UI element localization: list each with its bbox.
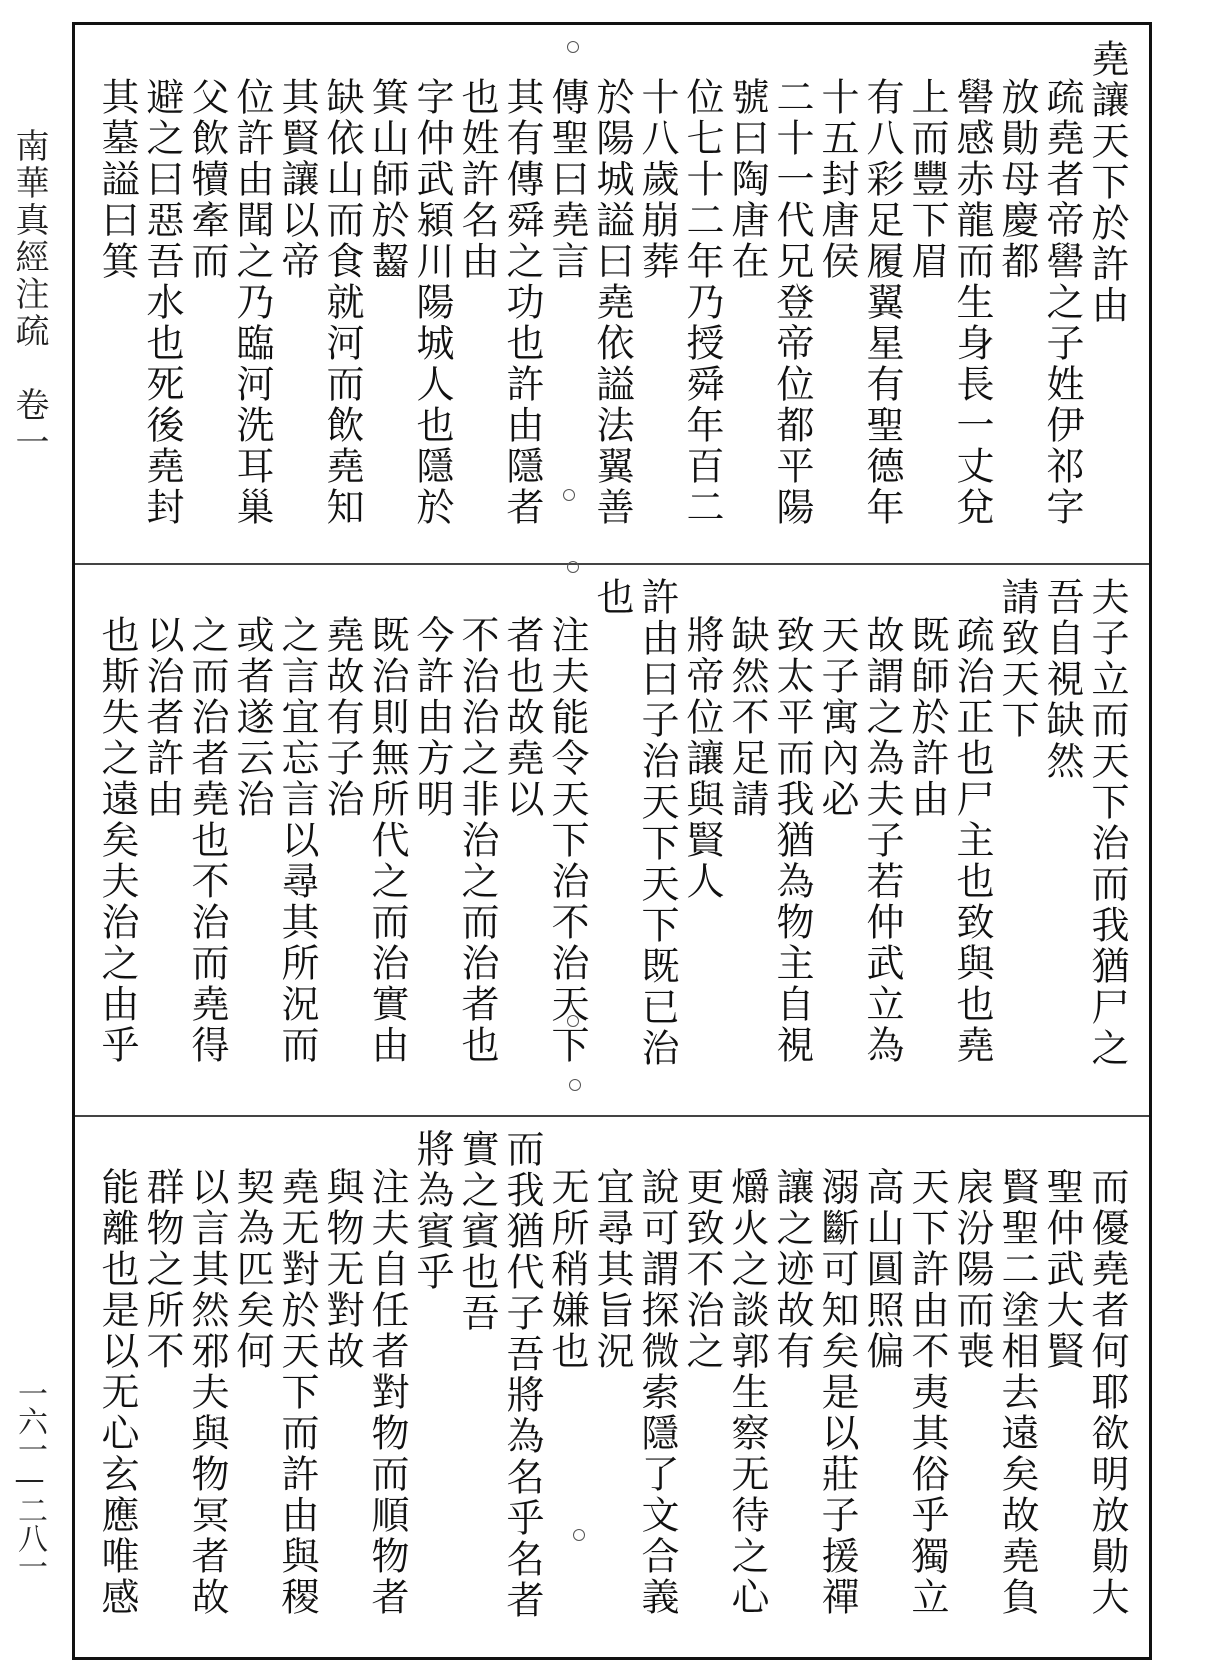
commentary-column: 缺依山而食就河而飲堯知其賢讓以帝 <box>275 77 364 528</box>
commentary-column: 位許由聞之乃臨河洗耳巢父飲犢牽而 <box>185 77 274 528</box>
commentary-column: 疏堯者帝嚳之子姓伊祁字放勛母慶都 <box>995 77 1084 528</box>
panel-divider <box>75 1115 1149 1117</box>
commentary-column: 无所稍嫌也 <box>545 1167 589 1372</box>
punctuation-circle <box>569 1079 581 1091</box>
main-text-column: 而我猶代子吾將為名乎名者實之賓也吾 <box>455 1129 544 1621</box>
commentary-column: 爝火之談郭生察无待之心更致不治之 <box>680 1167 769 1618</box>
commentary-column: 疏治正也尸主也致與也堯既師於許由 <box>905 615 994 1066</box>
commentary-column: 將帝位讓與賢人 <box>680 615 724 902</box>
commentary-column: 有八彩足履翼星有聖德年十五封唐侯 <box>815 77 904 528</box>
commentary-column: 注夫自任者對物而順物者與物无對故 <box>320 1167 409 1618</box>
commentary-column: 堯无對於天下而許由與稷契為匹矣何 <box>230 1167 319 1618</box>
commentary-column: 之而治者堯也不治而堯得以治者許由 <box>140 615 229 1066</box>
main-text-column: 將為賓乎 <box>410 1129 454 1293</box>
commentary-column: 注夫能令天下治不治天下者也故堯以 <box>500 615 589 1066</box>
punctuation-circle <box>567 1015 579 1027</box>
commentary-column: 不治治之非治之而治者也今許由方明 <box>410 615 499 1066</box>
margin-page-number: 一六一—二八一 <box>12 1378 47 1579</box>
commentary-column: 避之曰惡吾水也死後堯封其墓謚曰箕 <box>95 77 184 528</box>
main-text-column: 堯讓天下於許由 <box>1085 39 1129 326</box>
commentary-column: 嚳感赤龍而生身長一丈兌上而豐下眉 <box>905 77 994 528</box>
text-panel-1 <box>95 39 1129 549</box>
margin-title: 南華真經注疏 卷一 <box>9 128 49 461</box>
punctuation-circle <box>573 1529 585 1541</box>
commentary-column: 其有傳舜之功也許由隱者也姓許名由 <box>455 77 544 528</box>
vertical-text <box>95 577 1129 1105</box>
commentary-column: 於陽城謚曰堯依謚法翼善傳聖曰堯言 <box>545 77 634 528</box>
main-text-column: 許由曰子治天下天下既已治也 <box>590 577 679 1069</box>
commentary-column: 溺斷可知矣是以莊子援禪讓之迹故有 <box>770 1167 859 1618</box>
main-text-column: 請致天下 <box>995 577 1039 741</box>
main-text-column: 夫子立而天下治而我猶尸之吾自視缺然 <box>1040 577 1129 1069</box>
commentary-column: 能離也是以无心玄應唯感 <box>95 1167 139 1618</box>
punctuation-circle <box>567 41 579 53</box>
punctuation-circle <box>563 489 575 501</box>
commentary-column: 字仲武潁川陽城人也隱於箕山師於齧 <box>365 77 454 528</box>
vertical-text <box>95 1129 1129 1649</box>
punctuation-circle <box>567 561 579 573</box>
commentary-column: 天下許由不夷其俗乎獨立高山圓照偏 <box>860 1167 949 1618</box>
commentary-column: 致太平而我猶為物主自視缺然不足請 <box>725 615 814 1066</box>
commentary-column: 而優堯者何耶欲明放勛大聖仲武大賢 <box>1040 1167 1129 1618</box>
commentary-column: 說可謂探微索隱了文合義宜尋其旨況 <box>590 1167 679 1618</box>
page-frame <box>72 22 1152 1660</box>
text-panel-2 <box>95 577 1129 1105</box>
commentary-column: 故謂之為夫子若仲武立為天子寓內必 <box>815 615 904 1066</box>
commentary-column: 之言宜忘言以尋其所況而或者遂云治 <box>230 615 319 1066</box>
vertical-text <box>95 39 1129 549</box>
commentary-column: 以言其然邪夫與物冥者故群物之所不 <box>140 1167 229 1618</box>
commentary-column: 既治則無所代之而治實由堯故有子治 <box>320 615 409 1066</box>
commentary-column: 位七十二年乃授舜年百二十八歲崩葬 <box>635 77 724 528</box>
commentary-column: 二十一代兄登帝位都平陽號曰陶唐在 <box>725 77 814 528</box>
panel-divider <box>75 563 1149 565</box>
commentary-column: 賢聖二塗相去遠矣故堯負扆汾陽而喪 <box>950 1167 1039 1618</box>
text-panel-3 <box>95 1129 1129 1649</box>
commentary-column: 也斯失之遠矣夫治之由乎 <box>95 615 139 1066</box>
